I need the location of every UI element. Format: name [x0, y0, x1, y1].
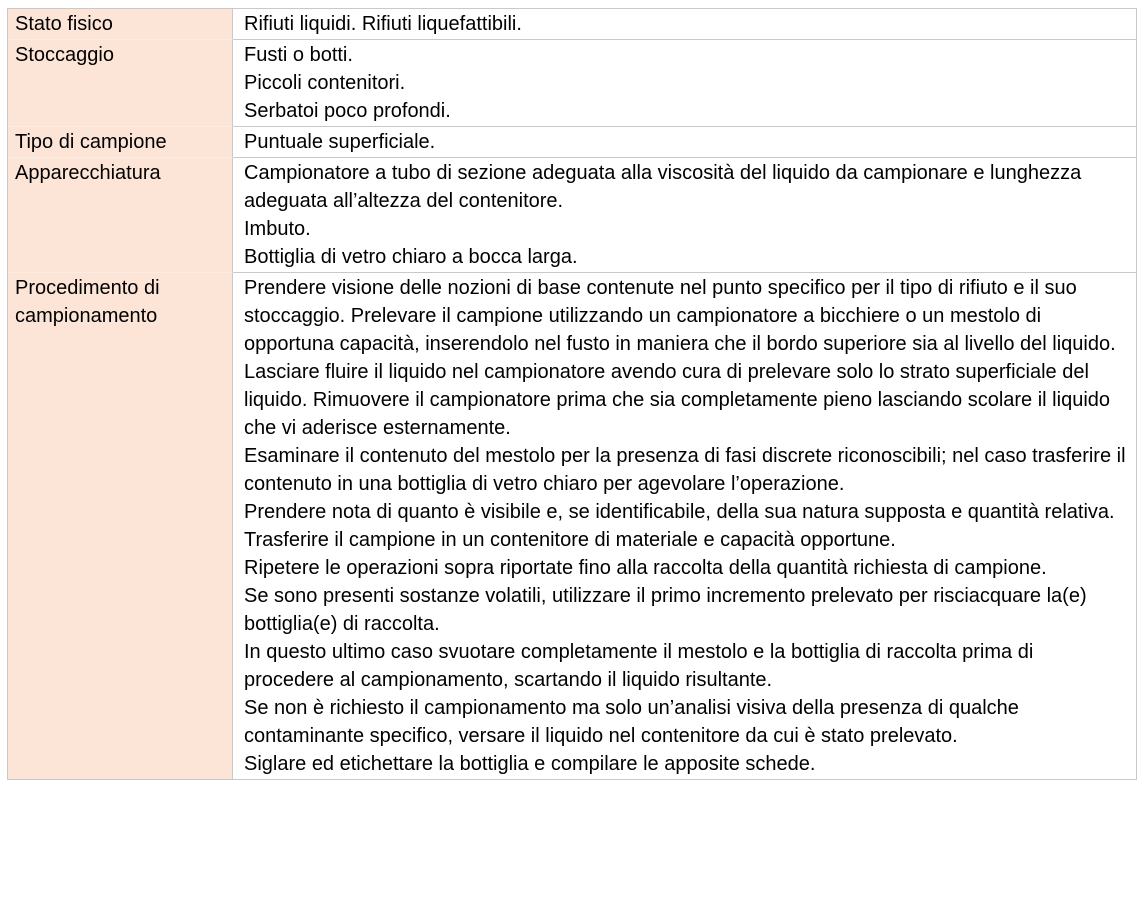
- paragraph: Imbuto.: [244, 218, 311, 240]
- row-value-procedimento-di-campionamento: [233, 273, 1136, 779]
- row-label-text: Procedimento di campionamento: [15, 277, 160, 327]
- row-label-text: Stoccaggio: [15, 44, 114, 66]
- row-value-tipo-di-campione: [233, 127, 1136, 158]
- paragraph: Bottiglia di vetro chiaro a bocca larga.: [244, 246, 578, 268]
- paragraph: Puntuale superficiale.: [244, 131, 436, 153]
- paragraph: In questo ultimo caso svuotare completamente il mestolo e la bottiglia di raccolta prima di procedere al campionamento, scartando il liquido risultante.: [244, 641, 1034, 691]
- row-label-tipo-di-campione: [8, 127, 233, 158]
- row-value-apparecchiatura: [233, 158, 1136, 273]
- table-row-stoccaggio: [8, 40, 1136, 127]
- paragraph: Prendere nota di quanto è visibile e, se identificabile, della sua natura supposta e quantità relativa. Trasferire il campione in un contenitore di materiale e capacità opportune.: [244, 501, 1115, 551]
- paragraph: Se non è richiesto il campionamento ma solo un’analisi visiva della presenza di qualche contaminante specifico, versare il liquido nel contenitore da cui è stato prelevato.: [244, 697, 1019, 747]
- paragraph: Fusti o botti.: [244, 44, 353, 66]
- table-row-procedimento-di-campionamento: [8, 273, 1136, 779]
- row-label-stato-fisico: [8, 9, 233, 40]
- paragraph: Ripetere le operazioni sopra riportate fino alla raccolta della quantità richiesta di campione.: [244, 557, 1047, 579]
- paragraph: Siglare ed etichettare la bottiglia e compilare le apposite schede.: [244, 753, 816, 775]
- table-row-stato-fisico: [8, 9, 1136, 40]
- row-label-procedimento-di-campionamento: [8, 273, 233, 779]
- paragraph: Se sono presenti sostanze volatili, utilizzare il primo incremento prelevato per risciacquare la(e) bottiglia(e) di raccolta.: [244, 585, 1087, 635]
- row-value-stoccaggio: [233, 40, 1136, 127]
- row-label-apparecchiatura: [8, 158, 233, 273]
- row-label-text: Apparecchiatura: [15, 162, 161, 184]
- row-label-text: Tipo di campione: [15, 131, 167, 153]
- paragraph: Esaminare il contenuto del mestolo per la presenza di fasi discrete riconoscibili; nel caso trasferire il contenuto in una bottiglia di vetro chiaro per agevolare l’operazione.: [244, 445, 1126, 495]
- paragraph: Piccoli contenitori.: [244, 72, 406, 94]
- paragraph: Serbatoi poco profondi.: [244, 100, 451, 122]
- paragraph: Campionatore a tubo di sezione adeguata alla viscosità del liquido da campionare e lunghezza adeguata all’altezza del contenitore.: [244, 162, 1082, 212]
- table-row-tipo-di-campione: [8, 127, 1136, 158]
- paragraph: Lasciare fluire il liquido nel campionatore avendo cura di prelevare solo lo strato superficiale del liquido. Rimuovere il campionatore prima che sia completamente pieno lasciando scolare il liquido che vi aderisce esternamente.: [244, 361, 1111, 439]
- row-label-text: Stato fisico: [15, 13, 113, 35]
- row-label-stoccaggio: [8, 40, 233, 127]
- sampling-procedure-table: [7, 8, 1137, 780]
- paragraph: Rifiuti liquidi. Rifiuti liquefattibili.: [244, 13, 522, 35]
- paragraph: Prendere visione delle nozioni di base contenute nel punto specifico per il tipo di rifiuto e il suo stoccaggio. Prelevare il campione utilizzando un campionatore a bicchiere o un mestolo di opportuna capacità, inserendolo nel fusto in maniera che il bordo superiore sia al livello del liquido.: [244, 277, 1116, 355]
- table-body: [8, 9, 1136, 779]
- table-row-apparecchiatura: [8, 158, 1136, 273]
- row-value-stato-fisico: [233, 9, 1136, 40]
